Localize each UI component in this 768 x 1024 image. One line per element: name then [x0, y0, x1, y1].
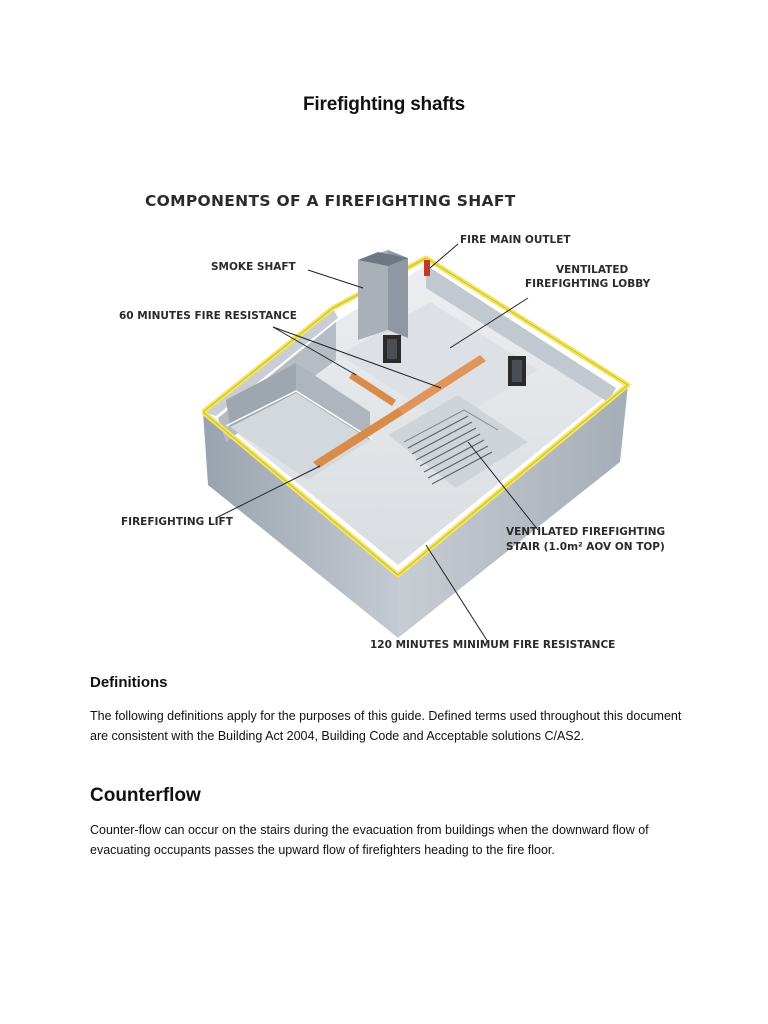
label-fire-main-outlet: FIRE MAIN OUTLET	[460, 234, 571, 246]
label-lobby-line1: VENTILATED	[556, 264, 629, 276]
diagram-title: COMPONENTS OF A FIREFIGHTING SHAFT	[145, 192, 516, 210]
label-smoke-shaft: SMOKE SHAFT	[211, 261, 296, 273]
definitions-text: The following definitions apply for the purposes of this guide. Defined terms used throughout this document are consistent with the Building Act 2004, Building Code and Acceptable solutions C/AS2.	[90, 709, 682, 743]
label-stair-line2: STAIR (1.0m² AOV ON TOP)	[506, 541, 665, 553]
diagram-svg	[108, 180, 688, 652]
counterflow-heading: Counterflow	[90, 785, 201, 806]
label-lobby-line2: FIREFIGHTING LOBBY	[525, 278, 651, 290]
page-title: Firefighting shafts	[303, 94, 465, 115]
label-stair-line1: VENTILATED FIREFIGHTING	[506, 526, 666, 538]
counterflow-text: Counter-flow can occur on the stairs during the evacuation from buildings when the downward flow of evacuating occupants passes the upward flow of firefighters heading to the fire floor.	[90, 823, 649, 857]
fire-main-outlet	[424, 260, 430, 276]
firefighting-shaft-diagram	[108, 180, 688, 652]
label-fire-resistance-60: 60 MINUTES FIRE RESISTANCE	[119, 310, 297, 322]
label-firefighting-lift: FIREFIGHTING LIFT	[121, 516, 233, 528]
label-fire-resistance-120: 120 MINUTES MINIMUM FIRE RESISTANCE	[370, 639, 616, 651]
definitions-heading: Definitions	[90, 674, 168, 691]
